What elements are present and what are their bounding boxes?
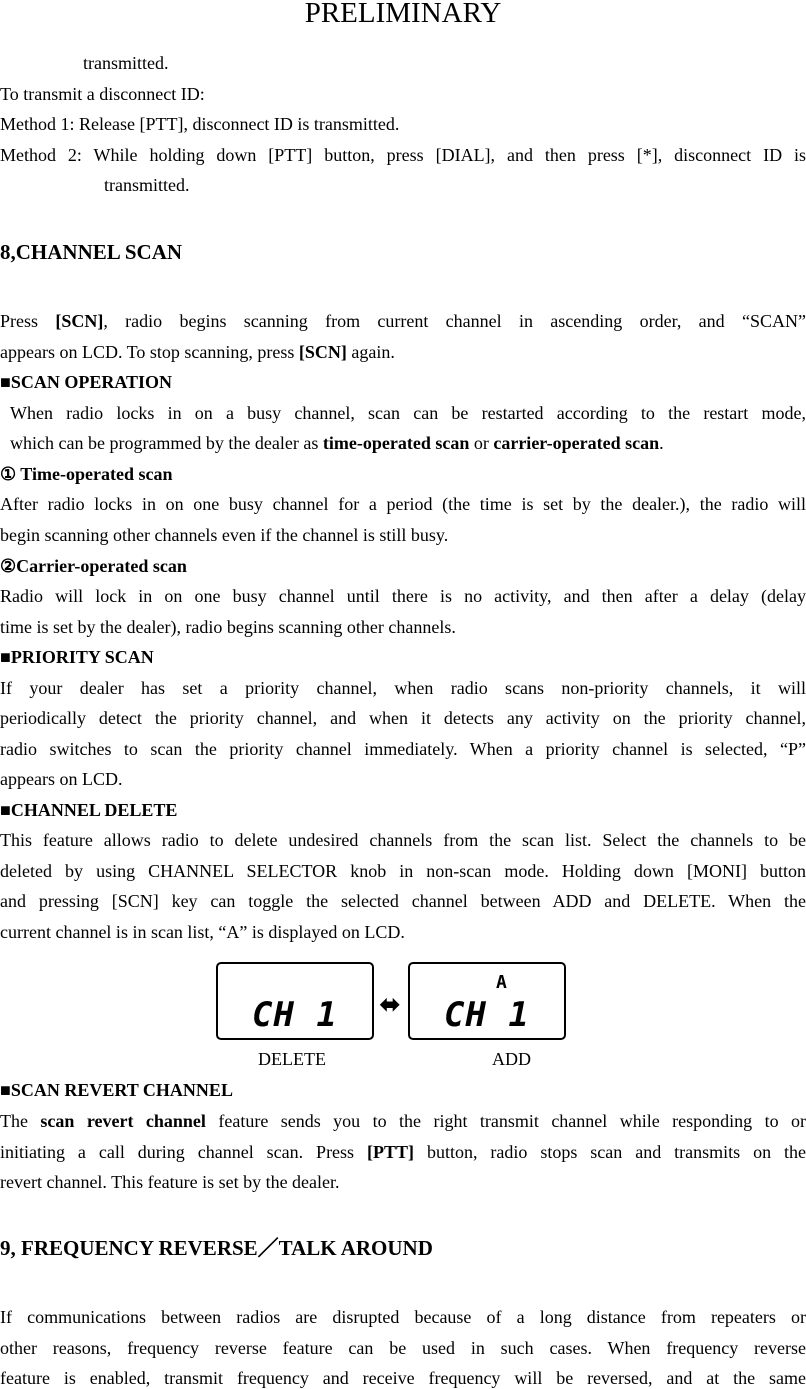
caption-add: ADD [492,1049,531,1069]
text-line: When radio locks in on a busy channel, scan can be restarted according to the restart mode, [10,403,806,423]
lcd-channel-text: CH 1 [252,995,338,1035]
text-line: appears on LCD. [0,769,123,789]
text-line: which can be programmed by the dealer as time-operated scan or carrier-operated scan. [10,433,664,453]
subheading-channel-delete: ■CHANNEL DELETE [0,800,178,820]
lcd-figure [216,962,568,1042]
text-line: feature is enabled, transmit frequency and receive frequency will be reversed, and at the same [0,1368,806,1388]
text-line: begin scanning other channels even if the channel is still busy. [0,525,449,545]
subheading-carrier-operated-scan: ②Carrier-operated scan [0,556,187,576]
page-title: PRELIMINARY [304,0,502,29]
text-line: After radio locks in on one busy channel for a period (the time is set by the dealer.), the radio will [0,494,806,514]
subheading-scan-operation: ■SCAN OPERATION [0,372,173,392]
text-line: This feature allows radio to delete undesired channels from the scan list. Select the channels to be [0,830,806,850]
section-heading-frequency-reverse: 9, FREQUENCY REVERSE／TALK AROUND [0,1236,433,1260]
text-line: appears on LCD. To stop scanning, press [SCN] again. [0,342,395,362]
lcd-delete-display [216,962,374,1040]
text-line: transmitted. [83,53,169,73]
toggle-arrow-icon: ⬌ [379,990,401,1020]
text-line: time is set by the dealer), radio begins scanning other channels. [0,617,456,637]
text-line: initiating a call during channel scan. Press [PTT] button, radio stops scan and transmits on the [0,1142,806,1162]
text-line: transmitted. [104,175,190,195]
text-line: and pressing [SCN] key can toggle the selected channel between ADD and DELETE. When the [0,891,806,911]
caption-delete: DELETE [258,1049,326,1069]
text-line: Radio will lock in on one busy channel until there is no activity, and then after a delay (delay [0,586,806,606]
subheading-priority-scan: ■PRIORITY SCAN [0,647,154,667]
section-heading-channel-scan: 8,CHANNEL SCAN [0,240,183,264]
text-line: deleted by using CHANNEL SELECTOR knob in non-scan mode. Holding down [MONI] button [0,861,806,881]
text-line: To transmit a disconnect ID: [0,84,205,104]
text-line: current channel is in scan list, “A” is displayed on LCD. [0,922,405,942]
text-line: other reasons, frequency reverse feature can be used in such cases. When frequency reverse [0,1338,806,1358]
text-line: revert channel. This feature is set by the dealer. [0,1172,340,1192]
subheading-time-operated-scan: ① Time-operated scan [0,464,173,484]
subheading-scan-revert-channel: ■SCAN REVERT CHANNEL [0,1080,233,1100]
text-line: Press [SCN], radio begins scanning from current channel in ascending order, and “SCAN” [0,311,806,331]
lcd-add-display [408,962,566,1040]
lcd-add-indicator: A [496,972,507,993]
text-line: If your dealer has set a priority channel, when radio scans non-priority channels, it will [0,678,806,698]
text-line: Method 2: While holding down [PTT] button, press [DIAL], and then press [*], disconnect ID is [0,145,806,165]
text-line: periodically detect the priority channel, and when it detects any activity on the priority channel, [0,708,806,728]
text-line: If communications between radios are disrupted because of a long distance from repeaters or [0,1307,806,1327]
text-line: The scan revert channel feature sends you to the right transmit channel while responding to or [0,1111,806,1131]
text-line: Method 1: Release [PTT], disconnect ID is transmitted. [0,114,400,134]
lcd-channel-text: CH 1 [444,995,530,1035]
text-line: radio switches to scan the priority channel immediately. When a priority channel is selected, “P” [0,739,806,759]
